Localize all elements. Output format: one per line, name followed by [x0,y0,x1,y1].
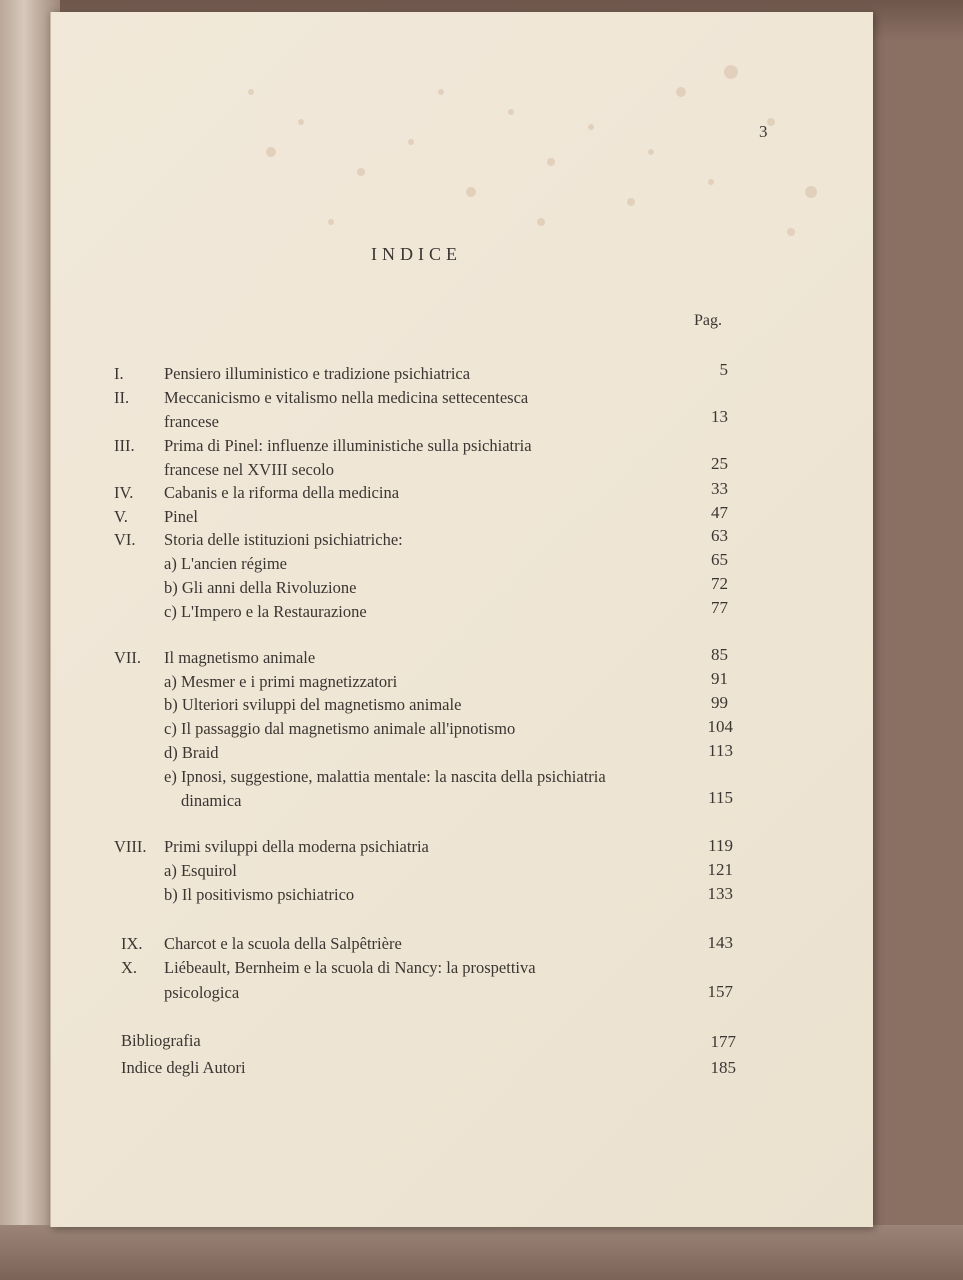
entry-page: 13 [711,407,728,426]
sub-entry-title-continued: dinamica [181,791,242,810]
entry-numeral: X. [121,958,138,977]
entry-page: 25 [711,454,728,473]
bibliography-label: Bibliografia [121,1031,201,1050]
index-title: INDICE [371,244,462,264]
author-index-label: Indice degli Autori [121,1058,246,1077]
entry-numeral: III. [114,436,135,455]
entry-page: 63 [711,526,728,545]
sub-entry-title: b) Ulteriori sviluppi del magnetismo animale [164,695,462,714]
entry-title: Primi sviluppi della moderna psichiatria [164,837,429,856]
entry-numeral: II. [114,388,130,407]
entry-numeral: VIII. [114,837,147,856]
entry-numeral: I. [114,364,124,383]
entry-title: Pensiero illuministico e tradizione psichiatrica [164,364,471,383]
entry-page: 5 [719,360,728,379]
sub-entry-title: a) Mesmer e i primi magnetizzatori [164,672,398,691]
sub-entry-page: 115 [708,788,733,807]
entry-page: 143 [707,933,733,952]
sub-entry-title: b) Il positivismo psichiatrico [164,885,355,904]
entry-page: 85 [711,645,728,664]
entry-numeral: V. [114,507,128,526]
entry-numeral: IX. [121,934,143,953]
sub-entry-page: 121 [707,860,733,879]
sub-entry-title: a) L'ancien régime [164,554,287,573]
entry-title: Meccanicismo e vitalismo nella medicina settecentesca [164,388,529,407]
entry-title-continued: francese [164,412,219,431]
page-column-label: Pag. [694,312,722,329]
sub-entry-page: 65 [711,550,728,569]
sub-entry-page: 104 [707,717,733,736]
entry-title: Il magnetismo animale [164,648,316,667]
entry-page: 157 [707,982,733,1001]
bibliography-page: 177 [710,1032,736,1051]
author-index-page: 185 [710,1058,736,1077]
sub-entry-page: 99 [711,693,728,712]
book-page [50,12,873,1227]
entry-title: Liébeault, Bernheim e la scuola di Nancy: la prospettiva [164,958,536,977]
entry-numeral: VI. [114,530,136,549]
entry-title-continued: psicologica [164,983,240,1002]
sub-entry-title: d) Braid [164,743,219,762]
entry-title: Storia delle istituzioni psichiatriche: [164,530,403,549]
sub-entry-title: e) Ipnosi, suggestione, malattia mentale: la nascita della psichiatria [164,767,606,786]
sub-entry-page: 113 [708,741,733,760]
sub-entry-page: 133 [707,884,733,903]
entry-numeral: IV. [114,483,134,502]
sub-entry-title: b) Gli anni della Rivoluzione [164,578,357,597]
entry-title: Pinel [164,507,198,526]
entry-page: 33 [711,479,728,498]
entry-title-continued: francese nel XVIII secolo [164,460,334,479]
entry-page: 47 [711,503,728,522]
sub-entry-title: c) Il passaggio dal magnetismo animale all'ipnotismo [164,719,516,738]
table-of-contents [51,12,873,1227]
entry-numeral: VII. [114,648,142,667]
entry-title: Cabanis e la riforma della medicina [164,483,400,502]
entry-page: 119 [708,836,733,855]
background-bottom [0,1225,963,1280]
sub-entry-title: c) L'Impero e la Restaurazione [164,602,367,621]
page-number: 3 [759,122,768,141]
sub-entry-page: 91 [711,669,728,688]
sub-entry-page: 72 [711,574,728,593]
sub-entry-page: 77 [711,598,728,617]
entry-title: Prima di Pinel: influenze illuministiche sulla psichiatria [164,436,532,455]
entry-title: Charcot e la scuola della Salpêtrière [164,934,402,953]
sub-entry-title: a) Esquirol [164,861,237,880]
